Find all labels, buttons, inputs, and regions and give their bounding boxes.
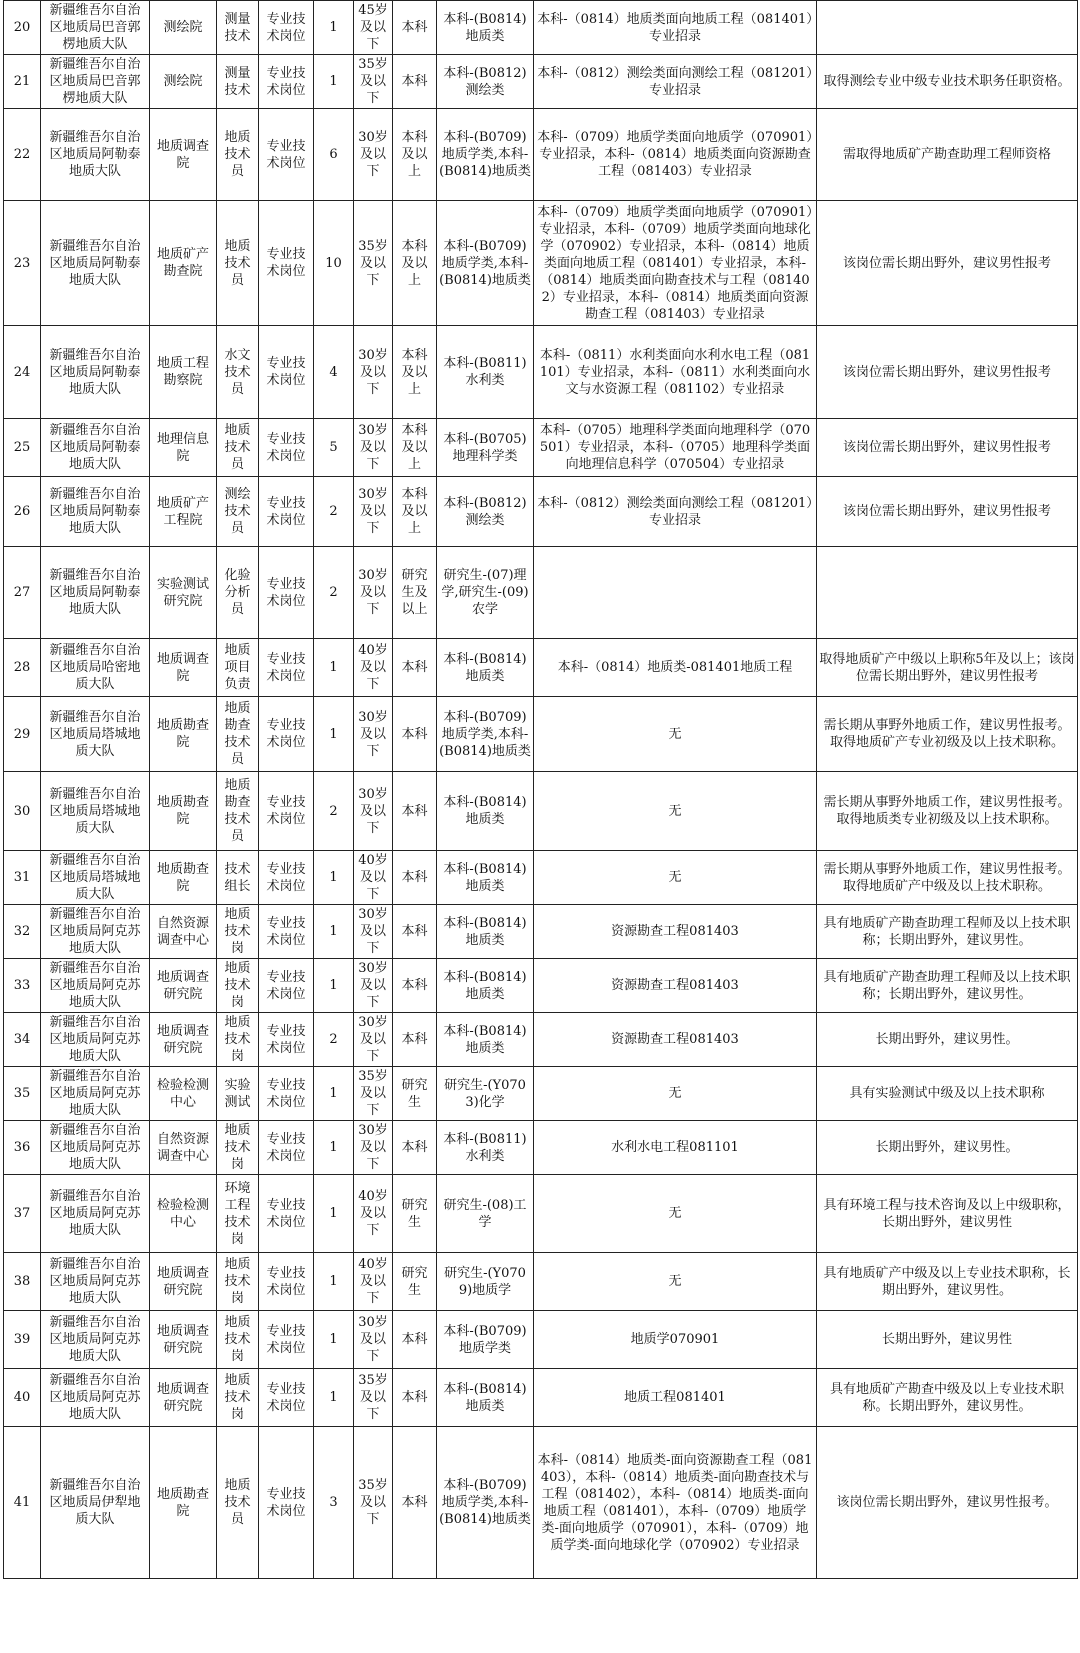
age-limit: 35岁及以下 xyxy=(354,201,393,326)
education: 本科及以上 xyxy=(393,477,437,547)
other-requirements: 该岗位需长期出野外，建议男性报考 xyxy=(817,326,1078,419)
age-limit: 35岁及以下 xyxy=(354,55,393,109)
education: 研究生 xyxy=(393,1067,437,1121)
specific-major: 无 xyxy=(534,1175,817,1253)
major-category: 本科-(B0709)地质学类 xyxy=(437,1311,534,1369)
department: 地质调查研究院 xyxy=(150,959,217,1013)
post-type: 专业技术岗位 xyxy=(259,201,314,326)
major-category: 本科-(B0814)地质类 xyxy=(437,1013,534,1067)
age-limit: 30岁及以下 xyxy=(354,1121,393,1175)
specific-major: 本科-（0709）地质学类面向地质学（070901）专业招录，本科-（0814）地质类面向资源勘查工程（081403）专业招录 xyxy=(534,109,817,201)
other-requirements: 需长期从事野外地质工作，建议男性报考。取得地质矿产中级及以上技术职称。 xyxy=(817,851,1078,905)
department: 地质调查研究院 xyxy=(150,1369,217,1427)
employer-unit: 新疆维吾尔自治区地质局阿勒泰地质大队 xyxy=(41,547,150,639)
department: 检验检测中心 xyxy=(150,1067,217,1121)
employer-unit: 新疆维吾尔自治区地质局塔城地质大队 xyxy=(41,772,150,851)
other-requirements: 取得测绘专业中级专业技术职务任职资格。 xyxy=(817,55,1078,109)
post-name: 测量技术 xyxy=(217,55,259,109)
table-row xyxy=(4,1121,1078,1175)
row-number: 30 xyxy=(4,772,41,851)
headcount: 6 xyxy=(314,109,354,201)
table-row xyxy=(4,851,1078,905)
education: 本科 xyxy=(393,1369,437,1427)
employer-unit: 新疆维吾尔自治区地质局阿勒泰地质大队 xyxy=(41,326,150,419)
row-number: 33 xyxy=(4,959,41,1013)
department: 自然资源调查中心 xyxy=(150,1121,217,1175)
employer-unit: 新疆维吾尔自治区地质局塔城地质大队 xyxy=(41,851,150,905)
table-row xyxy=(4,1311,1078,1369)
age-limit: 30岁及以下 xyxy=(354,1013,393,1067)
row-number: 29 xyxy=(4,697,41,772)
education: 本科 xyxy=(393,1427,437,1579)
headcount: 1 xyxy=(314,639,354,697)
post-type: 专业技术岗位 xyxy=(259,1427,314,1579)
department: 地质工程勘察院 xyxy=(150,326,217,419)
major-category: 本科-(B0814)地质类 xyxy=(437,959,534,1013)
education: 本科 xyxy=(393,905,437,959)
table-row xyxy=(4,419,1078,477)
post-name: 地质技术岗 xyxy=(217,905,259,959)
employer-unit: 新疆维吾尔自治区地质局阿克苏地质大队 xyxy=(41,1369,150,1427)
other-requirements: 具有地质矿产勘查中级及以上专业技术职称。长期出野外，建议男性。 xyxy=(817,1369,1078,1427)
headcount: 1 xyxy=(314,697,354,772)
table-body xyxy=(4,1,1078,1579)
headcount: 4 xyxy=(314,326,354,419)
post-type: 专业技术岗位 xyxy=(259,851,314,905)
post-name: 地质勘查技术员 xyxy=(217,697,259,772)
employer-unit: 新疆维吾尔自治区地质局阿克苏地质大队 xyxy=(41,1311,150,1369)
row-number: 35 xyxy=(4,1067,41,1121)
other-requirements: 具有地质矿产勘查助理工程师及以上技术职称；长期出野外，建议男性。 xyxy=(817,959,1078,1013)
row-number: 23 xyxy=(4,201,41,326)
major-category: 本科-(B0812)测绘类 xyxy=(437,477,534,547)
post-type: 专业技术岗位 xyxy=(259,547,314,639)
post-name: 地质技术员 xyxy=(217,419,259,477)
age-limit: 30岁及以下 xyxy=(354,1311,393,1369)
education: 本科 xyxy=(393,1,437,55)
department: 测绘院 xyxy=(150,1,217,55)
employer-unit: 新疆维吾尔自治区地质局阿勒泰地质大队 xyxy=(41,109,150,201)
department: 地质勘查院 xyxy=(150,697,217,772)
post-name: 地质技术岗 xyxy=(217,1013,259,1067)
education: 本科 xyxy=(393,851,437,905)
row-number: 32 xyxy=(4,905,41,959)
specific-major: 本科-（0812）测绘类面向测绘工程（081201）专业招录 xyxy=(534,55,817,109)
age-limit: 40岁及以下 xyxy=(354,851,393,905)
row-number: 28 xyxy=(4,639,41,697)
major-category: 本科-(B0709)地质学类,本科-(B0814)地质类 xyxy=(437,201,534,326)
post-type: 专业技术岗位 xyxy=(259,1311,314,1369)
education: 本科 xyxy=(393,772,437,851)
headcount: 2 xyxy=(314,1013,354,1067)
specific-major: 地质工程081401 xyxy=(534,1369,817,1427)
major-category: 本科-(B0814)地质类 xyxy=(437,1369,534,1427)
other-requirements: 该岗位需长期出野外，建议男性报考 xyxy=(817,419,1078,477)
education: 本科 xyxy=(393,959,437,1013)
headcount: 1 xyxy=(314,1311,354,1369)
headcount: 1 xyxy=(314,851,354,905)
row-number: 22 xyxy=(4,109,41,201)
major-category: 本科-(B0814)地质类 xyxy=(437,905,534,959)
row-number: 39 xyxy=(4,1311,41,1369)
education: 本科 xyxy=(393,697,437,772)
department: 实验测试研究院 xyxy=(150,547,217,639)
age-limit: 35岁及以下 xyxy=(354,1369,393,1427)
row-number: 37 xyxy=(4,1175,41,1253)
post-name: 地质技术岗 xyxy=(217,959,259,1013)
other-requirements: 具有实验测试中级及以上技术职称 xyxy=(817,1067,1078,1121)
age-limit: 45岁及以下 xyxy=(354,1,393,55)
major-category: 本科-(B0814)地质类 xyxy=(437,639,534,697)
major-category: 本科-(B0709)地质学类,本科-(B0814)地质类 xyxy=(437,109,534,201)
table-row xyxy=(4,1175,1078,1253)
post-name: 化验分析员 xyxy=(217,547,259,639)
headcount: 2 xyxy=(314,547,354,639)
major-category: 本科-(B0811)水利类 xyxy=(437,1121,534,1175)
post-type: 专业技术岗位 xyxy=(259,419,314,477)
row-number: 27 xyxy=(4,547,41,639)
other-requirements xyxy=(817,547,1078,639)
post-type: 专业技术岗位 xyxy=(259,639,314,697)
education: 本科及以上 xyxy=(393,419,437,477)
headcount: 10 xyxy=(314,201,354,326)
headcount: 1 xyxy=(314,1369,354,1427)
post-name: 水文技术员 xyxy=(217,326,259,419)
table-row xyxy=(4,109,1078,201)
row-number: 25 xyxy=(4,419,41,477)
major-category: 本科-(B0811)水利类 xyxy=(437,326,534,419)
specific-major: 本科-（0812）测绘类面向测绘工程（081201）专业招录 xyxy=(534,477,817,547)
table-row xyxy=(4,1369,1078,1427)
post-type: 专业技术岗位 xyxy=(259,55,314,109)
specific-major: 本科-（0705）地理科学类面向地理科学（070501）专业招录，本科-（0705）地理科学类面向地理信息科学（070504）专业招录 xyxy=(534,419,817,477)
row-number: 31 xyxy=(4,851,41,905)
headcount: 1 xyxy=(314,1175,354,1253)
specific-major: 本科-（0814）地质类面向地质工程（081401）专业招录 xyxy=(534,1,817,55)
specific-major: 资源勘查工程081403 xyxy=(534,905,817,959)
table-row xyxy=(4,772,1078,851)
headcount: 1 xyxy=(314,1121,354,1175)
post-type: 专业技术岗位 xyxy=(259,1013,314,1067)
row-number: 38 xyxy=(4,1253,41,1311)
department: 地质勘查院 xyxy=(150,851,217,905)
employer-unit: 新疆维吾尔自治区地质局伊犁地质大队 xyxy=(41,1427,150,1579)
age-limit: 30岁及以下 xyxy=(354,547,393,639)
specific-major: 地质学070901 xyxy=(534,1311,817,1369)
major-category: 本科-(B0812)测绘类 xyxy=(437,55,534,109)
age-limit: 30岁及以下 xyxy=(354,905,393,959)
major-category: 本科-(B0814)地质类 xyxy=(437,772,534,851)
specific-major: 无 xyxy=(534,1253,817,1311)
department: 地质矿产勘查院 xyxy=(150,201,217,326)
headcount: 1 xyxy=(314,905,354,959)
table-row xyxy=(4,639,1078,697)
other-requirements: 具有地质矿产中级及以上专业技术职称，长期出野外，建议男性。 xyxy=(817,1253,1078,1311)
post-type: 专业技术岗位 xyxy=(259,772,314,851)
specific-major: 水利水电工程081101 xyxy=(534,1121,817,1175)
post-name: 地质技术岗 xyxy=(217,1311,259,1369)
specific-major xyxy=(534,547,817,639)
specific-major: 无 xyxy=(534,1067,817,1121)
other-requirements: 具有地质矿产勘查助理工程师及以上技术职称；长期出野外，建议男性。 xyxy=(817,905,1078,959)
age-limit: 30岁及以下 xyxy=(354,419,393,477)
post-type: 专业技术岗位 xyxy=(259,1175,314,1253)
other-requirements: 具有环境工程与技术咨询及以上中级职称，长期出野外，建议男性 xyxy=(817,1175,1078,1253)
employer-unit: 新疆维吾尔自治区地质局塔城地质大队 xyxy=(41,697,150,772)
employer-unit: 新疆维吾尔自治区地质局阿克苏地质大队 xyxy=(41,1175,150,1253)
post-type: 专业技术岗位 xyxy=(259,109,314,201)
post-name: 实验测试 xyxy=(217,1067,259,1121)
row-number: 41 xyxy=(4,1427,41,1579)
age-limit: 40岁及以下 xyxy=(354,639,393,697)
department: 地质调查研究院 xyxy=(150,1311,217,1369)
post-type: 专业技术岗位 xyxy=(259,1253,314,1311)
row-number: 26 xyxy=(4,477,41,547)
post-name: 环境工程技术岗 xyxy=(217,1175,259,1253)
headcount: 3 xyxy=(314,1427,354,1579)
post-name: 地质技术员 xyxy=(217,1427,259,1579)
other-requirements: 该岗位需长期出野外，建议男性报考 xyxy=(817,201,1078,326)
department: 检验检测中心 xyxy=(150,1175,217,1253)
table-row xyxy=(4,1,1078,55)
other-requirements: 取得地质矿产中级以上职称5年及以上；该岗位需长期出野外，建议男性报考 xyxy=(817,639,1078,697)
department: 地质勘查院 xyxy=(150,772,217,851)
employer-unit: 新疆维吾尔自治区地质局阿勒泰地质大队 xyxy=(41,419,150,477)
specific-major: 本科-（0709）地质学类面向地质学（070901）专业招录，本科-（0709）地质学类面向地球化学（070902）专业招录，本科-（0814）地质类面向地质工程（081401）专业招录，本科-（0814）地质类面向勘查技术与工程（081402）专业招录，本科-（0814）地质类面向资源勘查工程（081403）专业招录 xyxy=(534,201,817,326)
headcount: 1 xyxy=(314,1,354,55)
post-type: 专业技术岗位 xyxy=(259,905,314,959)
post-name: 地质项目负责 xyxy=(217,639,259,697)
post-name: 地质技术岗 xyxy=(217,1369,259,1427)
employer-unit: 新疆维吾尔自治区地质局巴音郭楞地质大队 xyxy=(41,1,150,55)
headcount: 1 xyxy=(314,1067,354,1121)
employer-unit: 新疆维吾尔自治区地质局阿勒泰地质大队 xyxy=(41,201,150,326)
table-row xyxy=(4,1427,1078,1579)
other-requirements: 该岗位需长期出野外，建议男性报考 xyxy=(817,477,1078,547)
headcount: 2 xyxy=(314,477,354,547)
other-requirements: 该岗位需长期出野外，建议男性报考。 xyxy=(817,1427,1078,1579)
education: 研究生及以上 xyxy=(393,547,437,639)
table-row xyxy=(4,905,1078,959)
table-row xyxy=(4,326,1078,419)
department: 地质调查院 xyxy=(150,109,217,201)
table-row xyxy=(4,1067,1078,1121)
education: 本科 xyxy=(393,55,437,109)
post-name: 地质技术岗 xyxy=(217,1121,259,1175)
table-row xyxy=(4,1013,1078,1067)
specific-major: 本科-（0814）地质类-面向资源勘查工程（081403），本科-（0814）地质类-面向勘查技术与工程（081402），本科-（0814）地质类-面向地质工程（081401），本科-（0709）地质学类-面向地质学（070901），本科-（0709）地质学类-面向地球化学（070902）专业招录 xyxy=(534,1427,817,1579)
education: 本科及以上 xyxy=(393,109,437,201)
headcount: 1 xyxy=(314,1253,354,1311)
employer-unit: 新疆维吾尔自治区地质局哈密地质大队 xyxy=(41,639,150,697)
specific-major: 资源勘查工程081403 xyxy=(534,1013,817,1067)
table-row xyxy=(4,477,1078,547)
department: 自然资源调查中心 xyxy=(150,905,217,959)
row-number: 21 xyxy=(4,55,41,109)
other-requirements: 长期出野外，建议男性。 xyxy=(817,1121,1078,1175)
department: 地质调查研究院 xyxy=(150,1253,217,1311)
education: 本科及以上 xyxy=(393,201,437,326)
age-limit: 30岁及以下 xyxy=(354,477,393,547)
education: 本科 xyxy=(393,1013,437,1067)
employer-unit: 新疆维吾尔自治区地质局阿克苏地质大队 xyxy=(41,1013,150,1067)
specific-major: 无 xyxy=(534,772,817,851)
other-requirements: 需长期从事野外地质工作，建议男性报考。取得地质类专业初级及以上技术职称。 xyxy=(817,772,1078,851)
post-name: 技术组长 xyxy=(217,851,259,905)
age-limit: 30岁及以下 xyxy=(354,772,393,851)
specific-major: 无 xyxy=(534,697,817,772)
headcount: 1 xyxy=(314,959,354,1013)
post-name: 地质技术员 xyxy=(217,201,259,326)
post-name: 测量技术 xyxy=(217,1,259,55)
other-requirements xyxy=(817,1,1078,55)
education: 研究生 xyxy=(393,1253,437,1311)
table-row xyxy=(4,547,1078,639)
table-row xyxy=(4,55,1078,109)
employer-unit: 新疆维吾尔自治区地质局阿克苏地质大队 xyxy=(41,1067,150,1121)
age-limit: 30岁及以下 xyxy=(354,697,393,772)
table-row xyxy=(4,959,1078,1013)
row-number: 34 xyxy=(4,1013,41,1067)
other-requirements: 需长期从事野外地质工作，建议男性报考。取得地质矿产专业初级及以上技术职称。 xyxy=(817,697,1078,772)
other-requirements: 需取得地质矿产勘查助理工程师资格 xyxy=(817,109,1078,201)
age-limit: 30岁及以下 xyxy=(354,109,393,201)
table-row xyxy=(4,201,1078,326)
post-type: 专业技术岗位 xyxy=(259,326,314,419)
specific-major: 资源勘查工程081403 xyxy=(534,959,817,1013)
education: 本科 xyxy=(393,1121,437,1175)
other-requirements: 长期出野外，建议男性 xyxy=(817,1311,1078,1369)
age-limit: 30岁及以下 xyxy=(354,959,393,1013)
age-limit: 30岁及以下 xyxy=(354,326,393,419)
major-category: 研究生-(Y0703)化学 xyxy=(437,1067,534,1121)
employer-unit: 新疆维吾尔自治区地质局阿克苏地质大队 xyxy=(41,905,150,959)
headcount: 1 xyxy=(314,55,354,109)
education: 本科 xyxy=(393,639,437,697)
recruitment-table xyxy=(3,0,1078,1579)
major-category: 本科-(B0705)地理科学类 xyxy=(437,419,534,477)
major-category: 本科-(B0709)地质学类,本科-(B0814)地质类 xyxy=(437,1427,534,1579)
major-category: 本科-(B0709)地质学类,本科-(B0814)地质类 xyxy=(437,697,534,772)
department: 地质勘查院 xyxy=(150,1427,217,1579)
age-limit: 35岁及以下 xyxy=(354,1067,393,1121)
specific-major: 本科-（0811）水利类面向水利水电工程（081101）专业招录，本科-（0811）水利类面向水文与水资源工程（081102）专业招录 xyxy=(534,326,817,419)
major-category: 研究生-(08)工学 xyxy=(437,1175,534,1253)
age-limit: 40岁及以下 xyxy=(354,1253,393,1311)
age-limit: 40岁及以下 xyxy=(354,1175,393,1253)
department: 地质调查院 xyxy=(150,639,217,697)
row-number: 40 xyxy=(4,1369,41,1427)
post-type: 专业技术岗位 xyxy=(259,1067,314,1121)
employer-unit: 新疆维吾尔自治区地质局阿勒泰地质大队 xyxy=(41,477,150,547)
age-limit: 35岁及以下 xyxy=(354,1427,393,1579)
major-category: 研究生-(Y0709)地质学 xyxy=(437,1253,534,1311)
post-name: 测绘技术员 xyxy=(217,477,259,547)
table-row xyxy=(4,1253,1078,1311)
specific-major: 无 xyxy=(534,851,817,905)
department: 地理信息院 xyxy=(150,419,217,477)
education: 本科 xyxy=(393,1311,437,1369)
other-requirements: 长期出野外，建议男性。 xyxy=(817,1013,1078,1067)
post-type: 专业技术岗位 xyxy=(259,697,314,772)
row-number: 20 xyxy=(4,1,41,55)
employer-unit: 新疆维吾尔自治区地质局阿克苏地质大队 xyxy=(41,1253,150,1311)
post-name: 地质技术员 xyxy=(217,109,259,201)
headcount: 5 xyxy=(314,419,354,477)
post-type: 专业技术岗位 xyxy=(259,1121,314,1175)
post-type: 专业技术岗位 xyxy=(259,477,314,547)
employer-unit: 新疆维吾尔自治区地质局阿克苏地质大队 xyxy=(41,1121,150,1175)
row-number: 36 xyxy=(4,1121,41,1175)
headcount: 2 xyxy=(314,772,354,851)
post-type: 专业技术岗位 xyxy=(259,959,314,1013)
post-name: 地质技术岗 xyxy=(217,1253,259,1311)
post-type: 专业技术岗位 xyxy=(259,1369,314,1427)
table-row xyxy=(4,697,1078,772)
employer-unit: 新疆维吾尔自治区地质局巴音郭楞地质大队 xyxy=(41,55,150,109)
major-category: 本科-(B0814)地质类 xyxy=(437,851,534,905)
employer-unit: 新疆维吾尔自治区地质局阿克苏地质大队 xyxy=(41,959,150,1013)
major-category: 本科-(B0814)地质类 xyxy=(437,1,534,55)
education: 本科及以上 xyxy=(393,326,437,419)
row-number: 24 xyxy=(4,326,41,419)
department: 地质矿产工程院 xyxy=(150,477,217,547)
education: 研究生 xyxy=(393,1175,437,1253)
major-category: 研究生-(07)理学,研究生-(09)农学 xyxy=(437,547,534,639)
department: 测绘院 xyxy=(150,55,217,109)
post-type: 专业技术岗位 xyxy=(259,1,314,55)
specific-major: 本科-（0814）地质类-081401地质工程 xyxy=(534,639,817,697)
department: 地质调查研究院 xyxy=(150,1013,217,1067)
post-name: 地质勘查技术员 xyxy=(217,772,259,851)
